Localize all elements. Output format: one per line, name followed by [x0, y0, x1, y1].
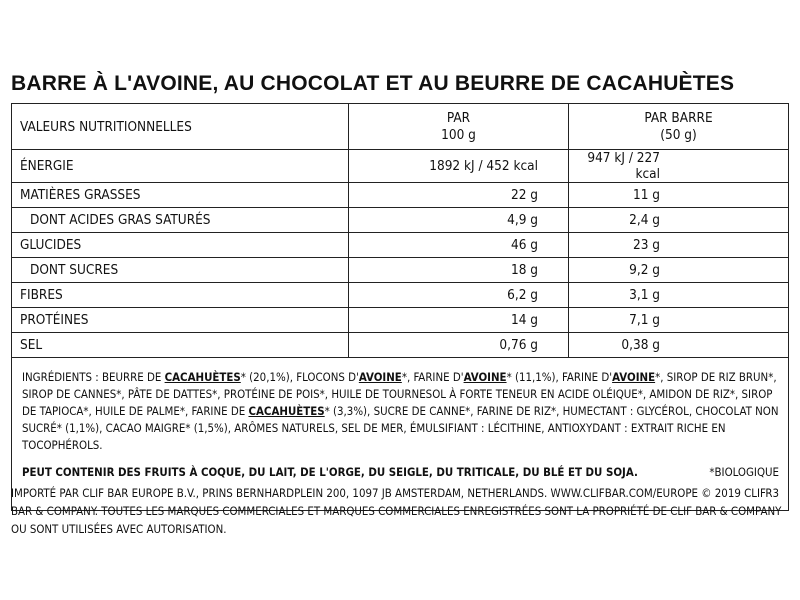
row-per-bar: 0,38 g	[569, 333, 789, 358]
row-per-100g: 6,2 g	[349, 283, 569, 308]
importer-footer: IMPORTÉ PAR CLIF BAR EUROPE B.V., PRINS BERNHARDPLEIN 200, 1097 JB AMSTERDAM, NETHERLANDS. WWW.CLIFBAR.COM/EUROPE © 2019 CLIF BAR & COMPANY. TOUTES LES MARQUES COMMERCIALES ET MARQUES COMMERCIALES ENREGISTRÉES SONT LA PROPRIÉTÉ DE CLIF BAR & COMPANY OU SONT UTILISÉES AVEC AUTORISATION.	[11, 486, 782, 536]
row-label: SEL	[12, 333, 349, 358]
row-per-bar: 11 g	[569, 183, 789, 208]
label-title: BARRE À L'AVOINE, AU CHOCOLAT ET AU BEURRE DE CACAHUÈTES	[11, 72, 735, 95]
row-label: DONT ACIDES GRAS SATURÉS	[12, 208, 349, 233]
row-label: DONT SUCRES	[12, 258, 349, 283]
ingredients-part: * (3,3%), SUCRE DE CANNE*, FARINE DE RIZ*, HUMECTANT : GLYCÉROL, CHOCOLAT NON SUCRÉ* (1,1%), CACAO MAIGRE* (1,5%), ARÔMES NATURELS, SEL DE MER, ÉMULSIFIANT : LÉCITHINE, ANTIOXYDANT : EXTRAIT RICHE EN TOCOPHÉROLS.	[22, 404, 779, 452]
table-row-protein	[12, 308, 789, 333]
table-row-energy	[12, 150, 789, 183]
header-per-100g-line2: 100 g	[441, 126, 476, 143]
table-row-saturated-fat	[12, 208, 789, 233]
ingredients-part: * (11,1%), FARINE D'	[506, 370, 613, 384]
organic-note: *BIOLOGIQUE	[709, 465, 779, 479]
header-per-100g	[349, 104, 569, 150]
table-row-sugars	[12, 258, 789, 283]
table-row-fat	[12, 183, 789, 208]
row-label: FIBRES	[12, 283, 349, 308]
header-per-bar-line2: (50 g)	[660, 126, 697, 143]
ingredients-text	[22, 369, 779, 454]
table-row-carbohydrates	[12, 233, 789, 258]
allergen-highlight: AVOINE	[463, 370, 507, 384]
row-per-bar: 23 g	[569, 233, 789, 258]
recipe-code: R3	[765, 486, 779, 500]
row-per-100g: 14 g	[349, 308, 569, 333]
row-per-100g: 0,76 g	[349, 333, 569, 358]
header-per-bar	[569, 104, 789, 150]
allergen-warning-line	[22, 464, 779, 481]
row-label: MATIÈRES GRASSES	[12, 183, 349, 208]
row-label: PROTÉINES	[12, 308, 349, 333]
row-per-100g: 4,9 g	[349, 208, 569, 233]
allergen-highlight: AVOINE	[612, 370, 656, 384]
header-per-bar-line1: PAR BARRE	[644, 109, 713, 126]
row-label: GLUCIDES	[12, 233, 349, 258]
row-per-bar: 3,1 g	[569, 283, 789, 308]
table-header-row	[12, 104, 789, 150]
table-row-fibre	[12, 283, 789, 308]
ingredients-part: *, FARINE D'	[401, 370, 464, 384]
nutrition-table	[11, 103, 789, 358]
ingredients-part: INGRÉDIENTS : BEURRE DE	[22, 370, 165, 384]
header-label: VALEURS NUTRITIONNELLES	[12, 104, 349, 150]
allergen-highlight: AVOINE	[358, 370, 402, 384]
ingredients-part: *, SIROP DE RIZ BRUN*, SIROP DE CANNES*, PÂTE DE DATTES*, PROTÉINE DE POIS*, HUILE DE TOURNESOL À FORTE TENEUR EN ACIDE OLÉIQUE*, AMIDON DE RIZ*, SIROP DE TAPIOCA*, HUILE DE PALME*, FARINE DE	[22, 370, 777, 418]
header-per-100g-line1: PAR	[446, 109, 471, 126]
ingredients-part: * (20,1%), FLOCONS D'	[240, 370, 359, 384]
row-per-bar: 7,1 g	[569, 308, 789, 333]
row-per-100g: 22 g	[349, 183, 569, 208]
row-per-bar: 2,4 g	[569, 208, 789, 233]
row-label: ÉNERGIE	[12, 150, 349, 183]
row-per-100g: 46 g	[349, 233, 569, 258]
row-per-100g: 18 g	[349, 258, 569, 283]
allergen-highlight: CACAHUÈTES	[248, 404, 325, 418]
row-per-bar: 947 kJ / 227 kcal	[569, 150, 789, 183]
table-row-salt	[12, 333, 789, 358]
nutrition-panel	[11, 103, 789, 511]
allergen-warning: PEUT CONTENIR DES FRUITS À COQUE, DU LAIT, DE L'ORGE, DU SEIGLE, DU TRITICALE, DU BLÉ ET DU SOJA.	[22, 465, 638, 479]
row-per-100g: 1892 kJ / 452 kcal	[349, 150, 569, 183]
row-per-bar: 9,2 g	[569, 258, 789, 283]
allergen-highlight: CACAHUÈTES	[164, 370, 241, 384]
